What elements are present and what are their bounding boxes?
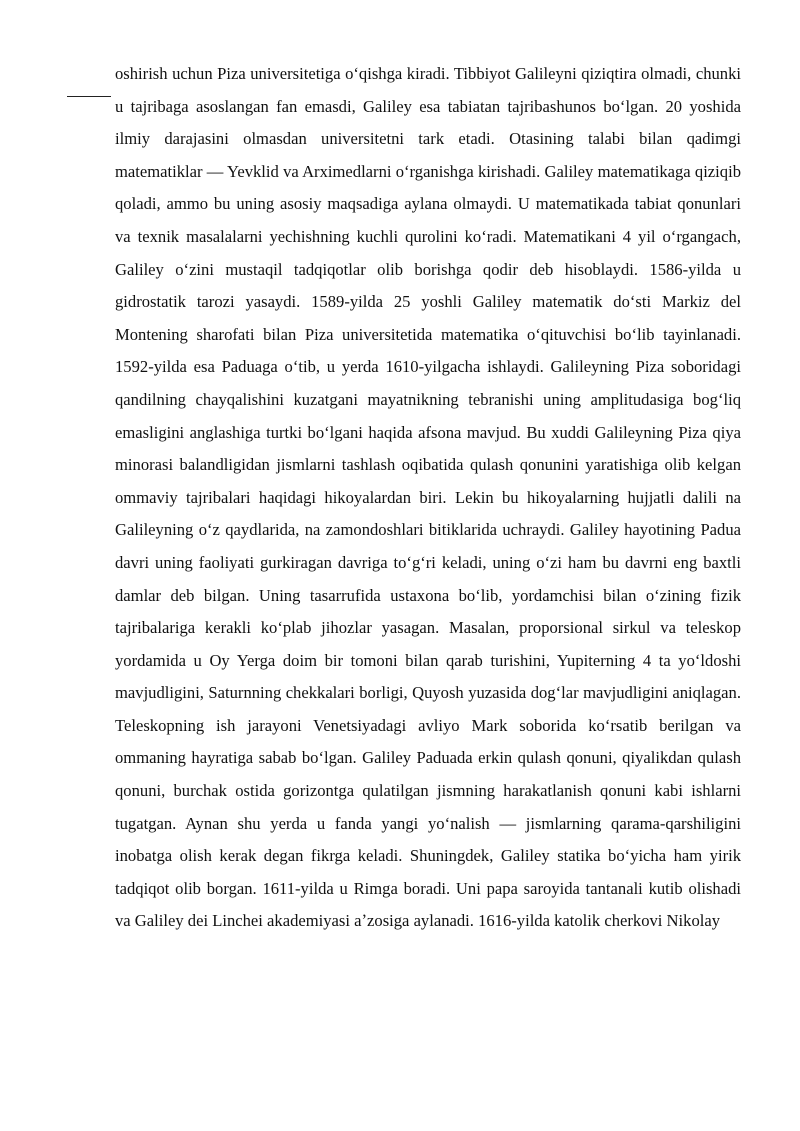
body-paragraph: oshirish uchun Piza universitetiga oʻqishga kiradi. Tibbiyot Galileyni qiziqtira olmadi, chunki u tajribaga asoslangan fan emasdi, Galiley esa tabiatan tajribashunos boʻlgan. 20 yoshida ilmiy darajasini olmasdan universitetni tark etadi. Otasining talabi bilan qadimgi matematiklar — Yevklid va Arximedlarni oʻrganishga kirishadi. Galiley matematikaga qiziqib qoladi, ammo bu uning asosiy maqsadiga aylana olmaydi. U matematikada tabiat qonunlari va texnik masalalarni yechishning kuchli qurolini koʻradi. Matematikani 4 yil oʻrgangach, Galiley oʻzini mustaqil tadqiqotlar olib borishga qodir deb hisoblaydi. 1586-yilda u gidrostatik tarozi yasaydi. 1589-yilda 25 yoshli Galiley matematik doʻsti Markiz del Montening sharofati bilan Piza universitetida matematika oʻqituvchisi boʻlib tayinlanadi. 1592-yilda esa Paduaga oʻtib, u yerda 1610-yilgacha ishlaydi. Galileyning Piza soboridagi qandilning chayqalishini kuzatgani mayatnikning tebranishi uning amplitudasiga bogʻliq emasligini anglashiga turtki boʻlgani haqida afsona mavjud. Bu xuddi Galileyning Piza qiya minorasi balandligidan jismlarni tashlash oqibatida qulash qonunini yaratishiga olib kelgan ommaviy tajribalari haqidagi hikoyalardan biri. Lekin bu hikoyalarning hujjatli dalili na Galileyning oʻz qaydlarida, na zamondoshlari bitiklarida uchraydi. Galiley hayotining Padua davri uning faoliyati gurkiragan davriga toʻgʻri keladi, uning oʻzi ham bu davrni eng baxtli damlar deb bilgan. Uning tasarrufida ustaxona boʻlib, yordamchisi bilan oʻzining fizik tajribalariga kerakli koʻplab jihozlar yasagan. Masalan, proporsional sirkul va teleskop yordamida u Oy Yerga doim bir tomoni bilan qarab turishini, Yupiterning 4 ta yoʻldoshi mavjudligini, Saturnning chekkalari borligi, Quyosh yuzasida dogʻlar mavjudligini aniqlagan. Teleskopning ish jarayoni Venetsiyadagi avliyo Mark soborida koʻrsatib berilgan va ommaning hayratiga sabab boʻlgan. Galiley Paduada erkin qulash qonuni, qiyalikdan qulash qonuni, burchak ostida gorizontga qulatilgan jismning harakatlanish qonuni kabi ishlarni tugatgan. Aynan shu yerda u fanda yangi yoʻnalish — jismlarning qarama-qarshiligini inobatga olish kerak degan fikrga keladi. Shuningdek, Galiley statika boʻyicha ham yirik tadqiqot olib borgan. 1611-yilda u Rimga boradi. Uni papa saroyida tantanali kutib olishadi va Galiley dei Linchei akademiyasi aʼzosiga aylanadi. 1616-yilda katolik cherkovi Nikolay bbox=[115, 64, 741, 931]
margin-rule bbox=[67, 96, 111, 97]
